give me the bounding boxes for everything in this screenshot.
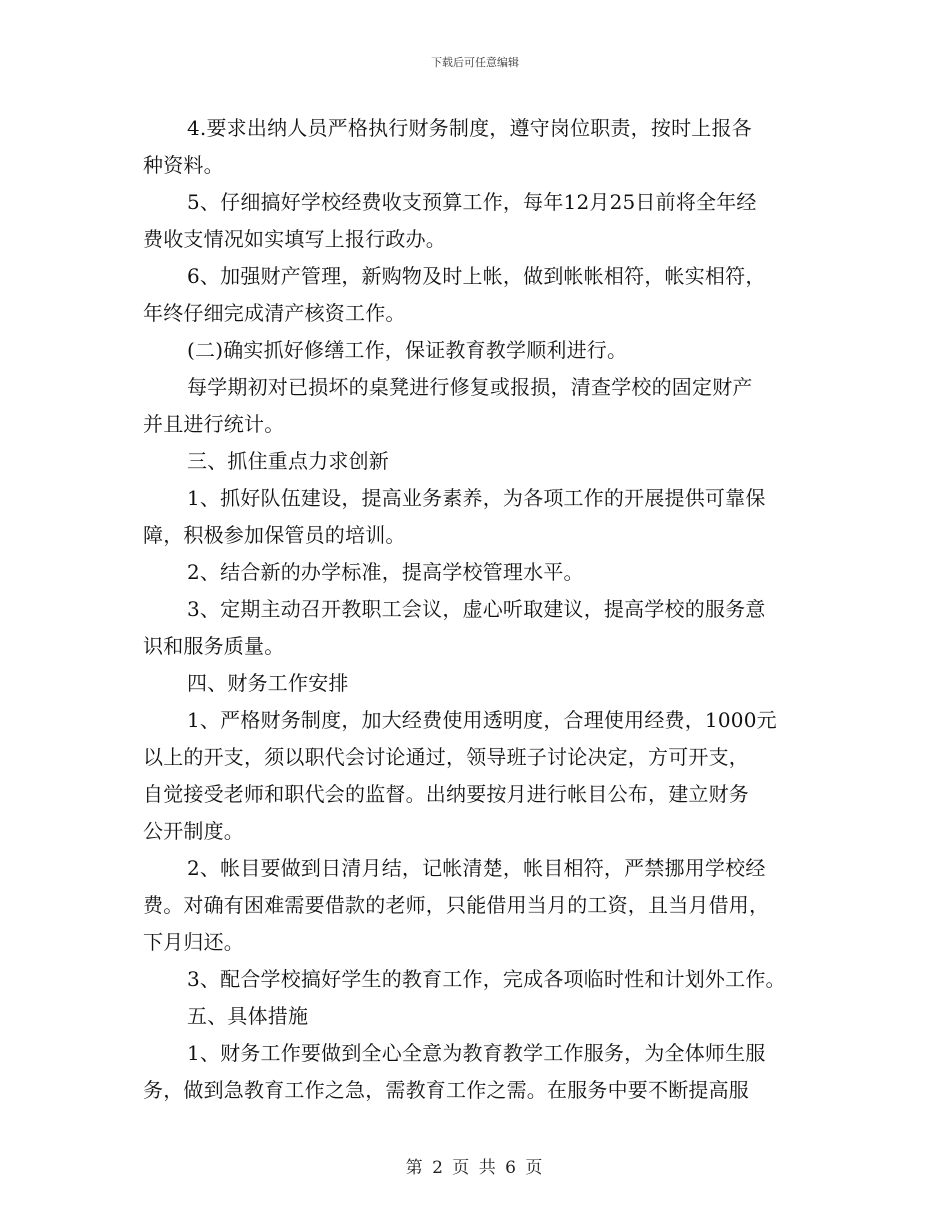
paragraph-line: 障，积极参加保管员的培训。 bbox=[143, 523, 406, 547]
section-heading: 三、抓住重点力求创新 bbox=[187, 449, 389, 473]
paragraph-line: 5、仔细搞好学校经费收支预算工作，每年12月25日前将全年经 bbox=[187, 190, 757, 214]
paragraph-line: 4.要求出纳人员严格执行财务制度，遵守岗位职责，按时上报各 bbox=[187, 116, 752, 140]
paragraph-line: 每学期初对已损坏的桌凳进行修复或报损，清查学校的固定财产 bbox=[187, 375, 753, 399]
paragraph-line: 1、严格财务制度，加大经费使用透明度，合理使用经费，1000元 bbox=[187, 708, 777, 732]
paragraph-line: 务，做到急教育工作之急，需教育工作之需。在服务中要不断提高服 bbox=[143, 1078, 749, 1102]
paragraph-line: 3、定期主动召开教职工会议，虚心听取建议，提高学校的服务意 bbox=[187, 597, 766, 621]
paragraph-line: 2、帐目要做到日清月结，记帐清楚，帐目相符，严禁挪用学校经 bbox=[187, 856, 766, 880]
section-heading: 五、具体措施 bbox=[187, 1004, 309, 1028]
paragraph-line: 2、结合新的办学标准，提高学校管理水平。 bbox=[187, 560, 584, 584]
paragraph-line: 年终仔细完成清产核资工作。 bbox=[143, 301, 406, 325]
paragraph-line: 公开制度。 bbox=[143, 819, 244, 843]
paragraph-line: 3、配合学校搞好学生的教育工作，完成各项临时性和计划外工作。 bbox=[187, 967, 786, 991]
paragraph-line: 自觉接受老师和职代会的监督。出纳要按月进行帐目公布，建立财务 bbox=[143, 782, 749, 806]
paragraph-line: 种资料。 bbox=[143, 153, 224, 177]
section-heading: (二)确实抓好修缮工作，保证教育教学顺利进行。 bbox=[187, 338, 628, 362]
page-header: 下载后可任意编辑 bbox=[431, 56, 519, 69]
section-heading: 四、财务工作安排 bbox=[187, 671, 349, 695]
paragraph-line: 并且进行统计。 bbox=[143, 412, 285, 436]
paragraph-line: 6、加强财产管理，新购物及时上帐，做到帐帐相符，帐实相符， bbox=[187, 264, 766, 288]
paragraph-line: 识和服务质量。 bbox=[143, 634, 285, 658]
page-footer: 第 2 页 共 6 页 bbox=[405, 1158, 545, 1178]
paragraph-line: 1、财务工作要做到全心全意为教育教学工作服务，为全体师生服 bbox=[187, 1041, 766, 1065]
paragraph-line: 费收支情况如实填写上报行政办。 bbox=[143, 227, 446, 251]
document-body bbox=[143, 110, 833, 1109]
paragraph-line: 费。对确有困难需要借款的老师，只能借用当月的工资，且当月借用， bbox=[143, 893, 770, 917]
paragraph-line: 以上的开支，须以职代会讨论通过，领导班子讨论决定，方可开支， bbox=[143, 745, 749, 769]
paragraph-line: 下月归还。 bbox=[143, 930, 244, 954]
paragraph-line: 1、抓好队伍建设，提高业务素养，为各项工作的开展提供可靠保 bbox=[187, 486, 766, 510]
